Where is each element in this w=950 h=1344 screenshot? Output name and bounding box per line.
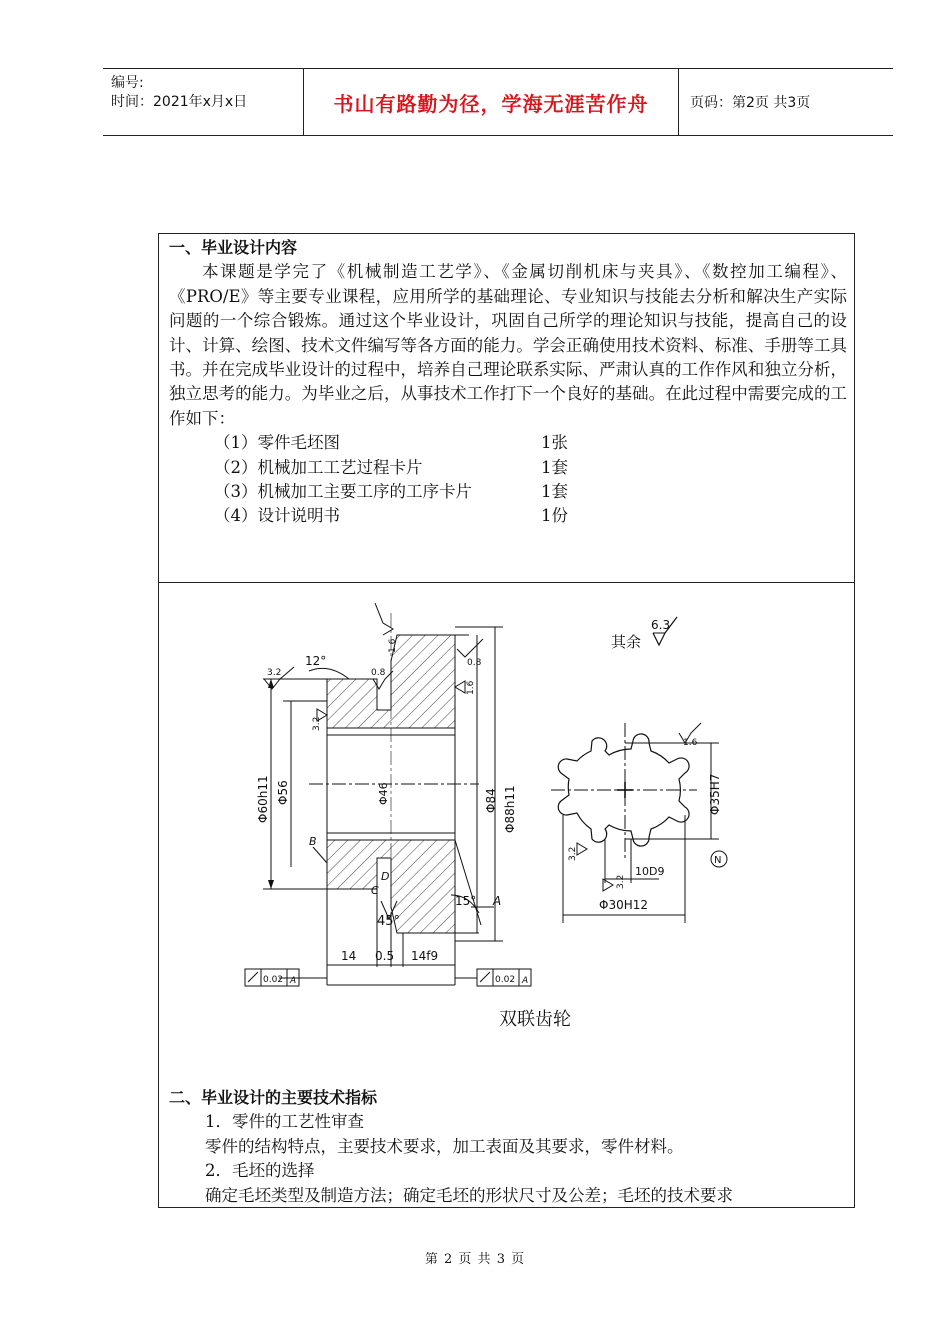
roughness-32d: 3.2 [616,874,626,889]
tol-datum-left: A [290,976,297,986]
item-name: （3）机械加工主要工序的工序卡片 [214,482,472,502]
header-slogan-cell [303,69,679,135]
list-item [169,480,847,504]
label-N: N [714,855,722,866]
content-table [158,233,855,1208]
dim-d30: Φ30H12 [599,898,649,912]
dim-d35: Φ35H7 [708,773,722,815]
roughness-08b: 0.8 [467,658,482,668]
label-A-angle: A [493,894,502,908]
item-name: （1）零件毛坯图 [214,433,340,453]
body-line: 零件的结构特点，主要技术要求，加工表面及其要求，零件材料。 [205,1136,684,1156]
section1-title: 一、毕业设计内容 [169,238,298,257]
page-code: 页码：第2页 共3页 [690,95,811,111]
page-header [103,68,893,136]
label-D: D [381,870,390,883]
section-design-content [159,234,854,583]
list-item [169,504,847,528]
roughness-63: 6.3 [651,618,671,632]
angle-15: 15° [455,894,477,908]
dim-d56: Φ56 [276,780,290,805]
dim-keyw: 10D9 [635,865,665,878]
angle-45: 45° [377,914,401,929]
spline-dimensions [563,743,727,923]
section1-paragraph: 本课题是学完了《机械制造工艺学》、《金属切削机床与夹具》、《数控加工编程》、《PRO/E》等主要专业课程，应用所学的基础理论、专业知识与技能去分析和解决生产实际问题的一个综合锻炼。通过这个毕业设计，巩固自己所学的理论知识与技能，提高自己的设计、计算、绘图、技术文件编写等各方面的能力。学会正确使用技术资料、标准、手册等工具书。并在完成毕业设计的过程中，培养自己理论联系实际、严肃认真的工作作风和独立分析，独立思考的能力。为毕业之后，从事技术工作打下一个良好的基础。在此过程中需要完成的工作如下： [169,262,847,428]
dim-d60: Φ60h11 [256,775,270,823]
dim-d84: Φ84 [484,788,498,813]
gear-drawing [159,583,854,1083]
tolerance-frame-left [245,969,299,986]
subheading: 1．零件的工艺性审查 [205,1112,364,1132]
roughness-32a: 3.2 [267,668,282,678]
roughness-16c: 1.6 [683,738,698,748]
angle-12: 12° [305,654,327,668]
roughness-16a: 1.6 [388,638,398,653]
subheading: 2．毛坯的选择 [205,1161,315,1181]
header-meta [103,69,303,135]
item-name: （2）机械加工工艺过程卡片 [214,457,423,477]
item-name: （4）设计说明书 [214,506,340,526]
roughness-16b: 1.6 [466,680,476,695]
tolerance-frame-right [477,969,531,986]
slogan: 书山有路勤为径，学海无涯苦作舟 [333,91,649,116]
drawing-caption: 双联齿轮 [499,1009,571,1030]
section-technical-indicators [169,1086,847,1208]
tol-value-right: 0.02 [495,975,516,985]
item-qty: 1张 [541,433,568,453]
label-C: C [371,884,379,897]
item-qty: 1套 [541,482,568,502]
body-line: 确定毛坯类型及制造方法；确定毛坯的形状尺寸及公差；毛坯的技术要求 [205,1185,733,1205]
page-footer: 第 2 页 共 3 页 [424,1252,526,1267]
rest-roughness-label: 其余 [611,633,642,651]
dim-d88: Φ88h11 [503,785,517,833]
roughness-08a: 0.8 [371,668,386,678]
dim-05: 0.5 [375,949,395,963]
time-label: 时间：2021年x月x日 [111,94,248,110]
item-qty: 1套 [541,457,568,477]
list-item [169,431,847,455]
dim-d46: Φ46 [377,782,390,805]
list-item [169,456,847,480]
number-label: 编号: [111,75,144,91]
label-B: B [309,835,317,848]
item-qty: 1份 [541,506,568,526]
rest-roughness-note [611,617,677,651]
dim-14a: 14 [341,949,357,963]
dim-14f9: 14f9 [411,949,439,963]
roughness-32b: 3.2 [312,716,322,731]
tol-value-left: 0.02 [263,975,284,985]
roughness-32c: 3.2 [568,846,578,861]
section2-title: 二、毕业设计的主要技术指标 [169,1088,378,1107]
tol-datum-right: A [522,976,529,986]
